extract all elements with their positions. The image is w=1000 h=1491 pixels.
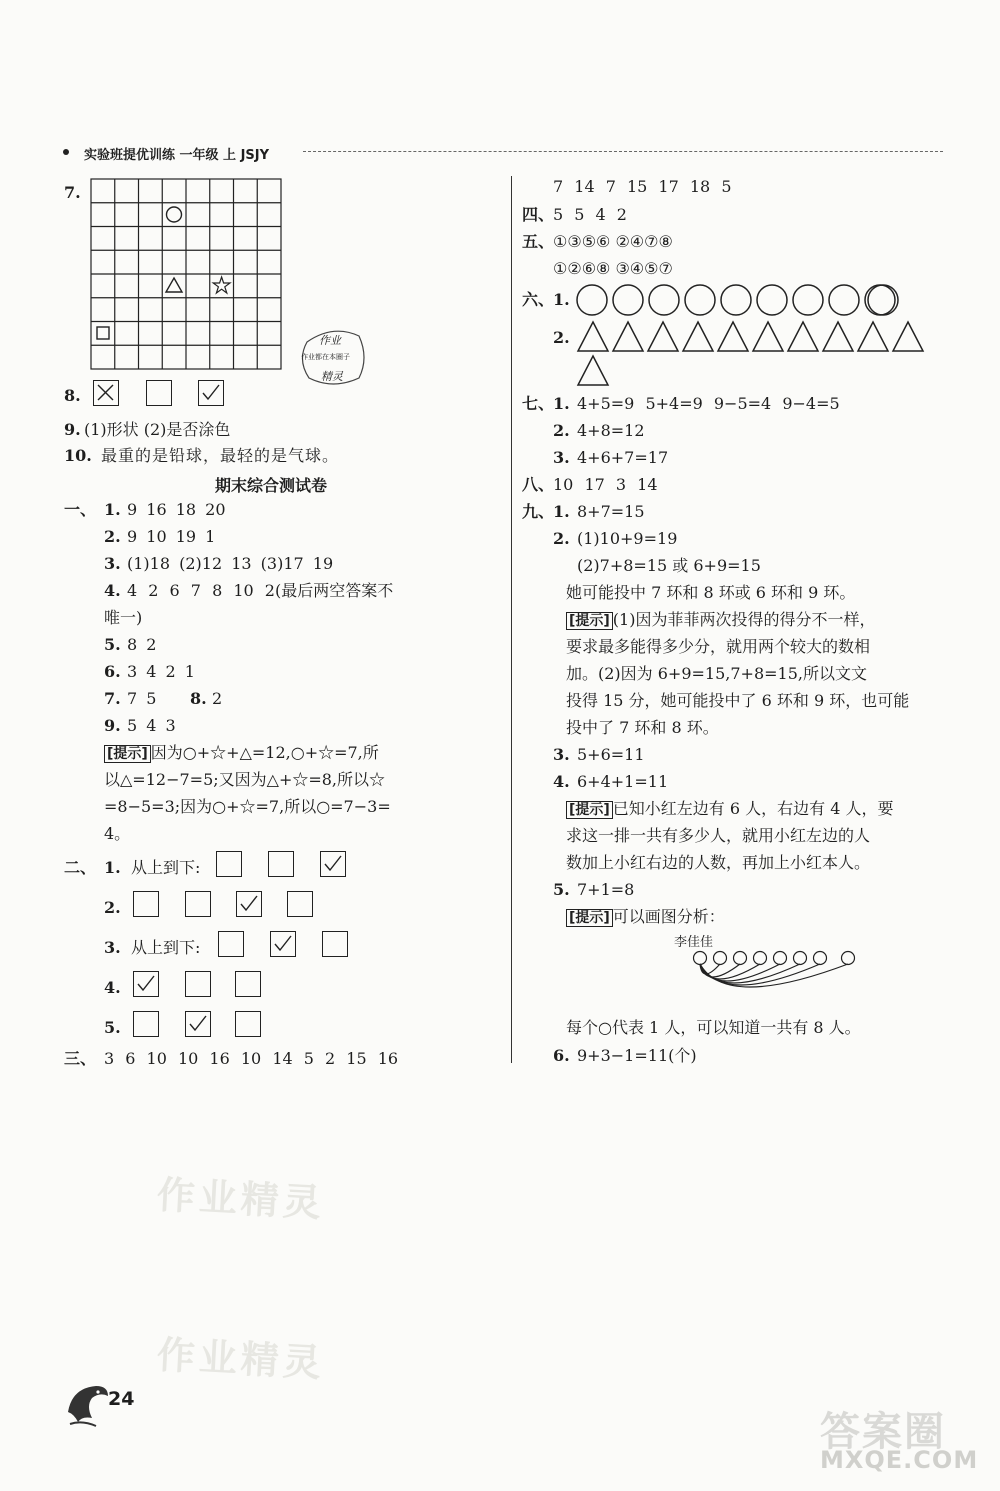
checkbox-checked [133,971,159,997]
header-rule [303,151,943,152]
checkbox-empty [218,931,244,957]
page-number: 24 [108,1388,135,1410]
checkbox-checked [236,891,262,917]
person-circle [734,952,747,965]
part3-text: 3 6 10 10 16 10 14 5 2 15 16 [104,1049,399,1068]
circles-row-extra [863,282,903,318]
checkbox-empty [235,1011,261,1037]
p1-q9-text: 5 4 3 [127,716,176,735]
p1-q2-text: 9 10 19 1 [127,527,216,546]
q10-label: 10. [64,446,92,465]
watermark-text-2: 作业精灵 [155,1332,326,1386]
grid-square [97,327,109,339]
p1-q1-text: 9 16 18 20 [127,500,226,519]
part6-q2-label: 2. [553,328,570,347]
tip-text: 因为○+☆+△=12,○+☆=7,所 [150,743,379,762]
answer-triangle [788,322,818,351]
p7-q3-text: 4+6+7=17 [577,448,669,467]
answer-circle [613,285,643,315]
people-diagram [688,946,864,1010]
p1-q8-text: 2 [212,689,223,708]
grid-triangle [166,278,182,292]
corner-logo: 答案圈 [820,1409,946,1455]
p9-q2-label: 2. [553,529,570,548]
p1-q5-label: 5. [104,635,121,654]
answer-circle [757,285,787,315]
part5-line1: ①③⑤⑥ ②④⑦⑧ [553,232,673,251]
answer-triangle [648,322,678,351]
answer-circle [829,285,859,315]
p9-q2-tip-line5: 投中了 7 环和 8 环。 [566,718,719,737]
p9-q2-line3: 她可能投中 7 环和 8 环或 6 环和 9 环。 [566,583,856,602]
p1-q9-tip-line3: =8−5=3;因为○+☆=7,所以○=7−3= [104,797,391,816]
p7-q1-label: 1. [553,394,570,413]
part8-text: 10 17 3 14 [553,475,658,494]
answer-circle [868,285,898,315]
answer-circle [793,285,823,315]
p7-q3-label: 3. [553,448,570,467]
p7-q2-label: 2. [553,421,570,440]
p2-q4-label: 4. [104,978,121,997]
p2-q5-label: 5. [104,1018,121,1037]
p1-q9-tip-line4: 4。 [104,824,131,843]
q9-text: (1)形状 (2)是否涂色 [84,420,231,439]
grid-star [213,277,230,293]
header-title: 实验班提优训练 一年级 上 JSJY [84,148,270,163]
tip-text: 已知小红左边有 6 人，右边有 4 人，要 [612,799,894,818]
p9-q4-tip-line1 [566,799,894,820]
p1-q6-label: 6. [104,662,121,681]
answer-triangle [823,322,853,351]
column-divider [511,176,512,1063]
p9-q1-label: 1. [553,502,570,521]
p1-q6-text: 3 4 2 1 [127,662,195,681]
checkbox-crossed [93,380,119,406]
figure-person-name: 李佳佳 [674,935,714,950]
p1-q5-text: 8 2 [127,635,157,654]
checkbox-empty [322,931,348,957]
p9-q2-line1: (1)10+9=19 [577,529,678,548]
checkbox-empty [287,891,313,917]
checkbox-empty [185,971,211,997]
p9-q5-note: 每个○代表 1 人，可以知道一共有 8 人。 [566,1018,861,1037]
p2-q3-prefix: 从上到下: [131,938,201,957]
answer-circle [721,285,751,315]
answer-circle [649,285,679,315]
q7-label: 7. [64,183,81,202]
part7-label: 七、 [522,394,555,413]
tip-tag: [提示] [104,745,151,763]
checkbox-empty [146,380,172,406]
tip-tag: [提示] [566,909,613,927]
checkbox-empty [216,851,242,877]
p1-q7-text: 7 5 [127,689,157,708]
corner-site: MXQE.COM [820,1446,979,1474]
answer-triangle [753,322,783,351]
checkbox-checked [320,851,346,877]
q9-label: 9. [64,420,81,439]
part6-label: 六、 [522,290,555,309]
part5-label: 五、 [522,232,555,251]
p1-q9-tip-line1 [104,743,379,764]
p9-q6-label: 6. [553,1046,570,1065]
p9-q2-tip-line2: 要求最多能得多少分，就用两个较大的数相 [566,637,871,656]
answer-triangle [718,322,748,351]
part1-label: 一、 [64,500,97,519]
p9-q2-tip-line3: 加。(2)因为 6+9=15,7+8=15,所以文文 [566,664,867,683]
tip-text: (1)因为菲菲两次投得的得分不一样， [612,610,876,629]
p1-q4-line2: 唯一) [104,608,143,627]
grid-figure [90,178,282,370]
stamp-bottom: 精灵 [321,370,343,383]
answer-triangle [683,322,713,351]
p1-q4-label: 4. [104,581,121,600]
tip-tag: [提示] [566,612,613,630]
person-circle [842,952,855,965]
p1-q9-label: 9. [104,716,121,735]
p2-q3-label: 3. [104,938,121,957]
checkbox-checked [270,931,296,957]
p9-q4-text: 6+4+1=11 [577,772,669,791]
p2-q1-label: 1. [104,858,121,877]
checkbox-empty [133,891,159,917]
p1-q3-text: (1)18 (2)12 13 (3)17 19 [127,554,334,573]
part6-q1-label: 1. [553,290,570,309]
p7-q1-text: 4+5=9 5+4=9 9−5=4 9−4=5 [577,394,840,413]
p9-q4-tip-line2: 求这一排一共有多少人，就用小红左边的人 [566,826,871,845]
p1-q2-label: 2. [104,527,121,546]
header-bullet [63,149,69,155]
person-circle [754,952,767,965]
tip-tag: [提示] [566,801,613,819]
p9-q3-label: 3. [553,745,570,764]
person-circle [714,952,727,965]
person-circle [794,952,807,965]
p9-q5-text: 7+1=8 [577,880,635,899]
answer-circle [685,285,715,315]
p9-q5-label: 5. [553,880,570,899]
r-line0: 7 14 7 15 17 18 5 [553,177,732,196]
dolphin-logo-icon [62,1378,112,1430]
p9-q6-text: 9+3−1=11(个) [577,1046,697,1065]
part2-label: 二、 [64,858,97,877]
stamp-middle: 作业都在本圈子 [301,353,350,361]
part4-text: 5 5 4 2 [553,205,627,224]
answer-triangle [893,322,923,351]
answer-circle [577,285,607,315]
triangles-row [576,320,946,354]
part5-line2: ①②⑥⑧ ③④⑤⑦ [553,259,673,278]
p1-q8-label: 8. [190,689,207,708]
part9-label: 九、 [522,502,555,521]
answer-triangle [578,322,608,351]
answer-triangle [578,356,608,385]
p9-q2-line2: (2)7+8=15 或 6+9=15 [577,556,761,575]
watermark-text: 作业精灵 [155,1172,326,1226]
checkbox-checked [185,1011,211,1037]
answer-triangle [613,322,643,351]
person-circle [694,952,707,965]
p7-q2-text: 4+8=12 [577,421,645,440]
p2-q2-label: 2. [104,898,121,917]
checkbox-checked [198,380,224,406]
person-circle [774,952,787,965]
grid-circle [167,207,182,222]
p1-q3-label: 3. [104,554,121,573]
triangles-row2 [576,354,612,388]
q8-label: 8. [64,386,81,405]
section-title: 期末综合测试卷 [215,476,328,495]
p1-q7-label: 7. [104,689,121,708]
checkbox-empty [268,851,294,877]
stamp-top: 作业 [319,334,341,347]
checkbox-empty [235,971,261,997]
p1-q1-label: 1. [104,500,121,519]
p2-q1-prefix: 从上到下: [131,858,201,877]
part3-label: 三、 [64,1049,97,1068]
q10-text: 最重的是铅球，最轻的是气球。 [101,446,340,465]
checkbox-empty [185,891,211,917]
p1-q9-tip-line2: 以△=12−7=5;又因为△+☆=8,所以☆ [104,770,386,789]
checkbox-empty [133,1011,159,1037]
p9-q4-tip-line3: 数加上小红右边的人数，再加上小红本人。 [566,853,871,872]
p9-q1-text: 8+7=15 [577,502,645,521]
p9-q3-text: 5+6=11 [577,745,645,764]
p1-q4-line1: 4 2 6 7 8 10 2(最后两空答案不 [127,581,394,600]
part8-label: 八、 [522,475,555,494]
p9-q2-tip-line1 [566,610,875,631]
part4-label: 四、 [522,205,555,224]
p9-q5-tip-line1 [566,907,725,928]
person-circle [814,952,827,965]
p9-q2-tip-line4: 投得 15 分，她可能投中了 6 环和 9 环，也可能 [566,691,910,710]
answer-triangle [858,322,888,351]
tip-text: 可以画图分析： [612,907,725,926]
circles-row [575,282,905,318]
p9-q4-label: 4. [553,772,570,791]
